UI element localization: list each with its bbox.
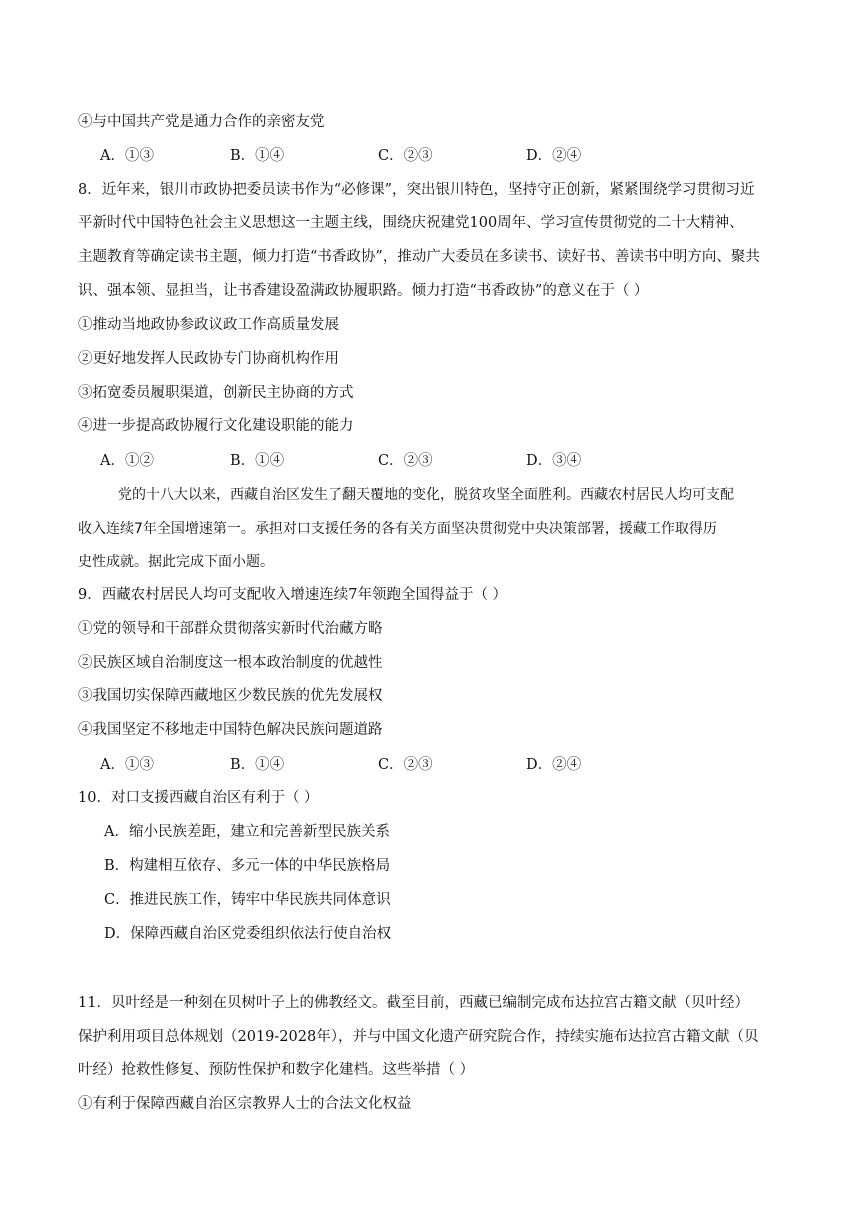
q9-statement-4: ④我国坚定不移地走中国特色解决民族问题道路	[78, 722, 383, 738]
q8-option-b[interactable]: B．①④	[230, 453, 285, 469]
q10-option-c[interactable]: C．推进民族工作，铸牢中华民族共同体意识	[104, 892, 391, 908]
q9-option-d[interactable]: D．②④	[526, 757, 582, 773]
q11-statement-1: ①有利于保障西藏自治区宗教界人士的合法文化权益	[78, 1096, 412, 1112]
q7-option-b[interactable]: B．①④	[230, 148, 285, 164]
passage-line-2: 收入连续7年全国增速第一。承担对口支援任务的各有关方面坚决贯彻党中央决策部署，援藏工作取得历	[78, 521, 717, 537]
q8-option-d[interactable]: D．③④	[526, 453, 582, 469]
q7-option-d[interactable]: D．②④	[526, 148, 582, 164]
q7-option-c[interactable]: C．②③	[378, 148, 433, 164]
passage-line-1: 党的十八大以来，西藏自治区发生了翻天覆地的变化，脱贫攻坚全面胜利。西藏农村居民人均可支配	[118, 487, 734, 503]
q9-stem: 9．西藏农村居民人均可支配收入增速连续7年领跑全国得益于（ ）	[78, 587, 508, 603]
q8-statement-3: ③拓宽委员履职渠道，创新民主协商的方式	[78, 385, 354, 401]
q8-option-a[interactable]: A．①②	[100, 453, 154, 469]
q8-stem-line-3: 主题教育等确定读书主题，倾力打造“书香政协”，推动广大委员在多读书、读好书、善读书中明方向、聚共	[78, 249, 760, 265]
q8-stem-line-2: 平新时代中国特色社会主义思想这一主题主线，围绕庆祝建党100周年、学习宣传贯彻党的二十大精神、	[78, 215, 744, 231]
q9-statement-3: ③我国切实保障西藏地区少数民族的优先发展权	[78, 688, 383, 704]
q10-option-a[interactable]: A．缩小民族差距，建立和完善新型民族关系	[104, 824, 390, 840]
q8-statement-1: ①推动当地政协参政议政工作高质量发展	[78, 317, 339, 333]
q10-option-d[interactable]: D．保障西藏自治区党委组织依法行使自治权	[104, 926, 392, 942]
q9-option-b[interactable]: B．①④	[230, 757, 285, 773]
q11-stem-line-1: 11．贝叶经是一种刻在贝树叶子上的佛教经文。截至目前，西藏已编制完成布达拉宫古籍文献（贝叶经）	[78, 995, 749, 1011]
q8-statement-2: ②更好地发挥人民政协专门协商机构作用	[78, 351, 339, 367]
q8-statement-4: ④进一步提高政协履行文化建设职能的能力	[78, 418, 354, 434]
q11-stem-line-3: 叶经）抢救性修复、预防性保护和数字化建档。这些举措（ ）	[78, 1062, 475, 1078]
q10-option-b[interactable]: B．构建相互依存、多元一体的中华民族格局	[104, 858, 391, 874]
q9-option-a[interactable]: A．①③	[100, 757, 154, 773]
q9-statement-2: ②民族区域自治制度这一根本政治制度的优越性	[78, 655, 383, 671]
q7-statement-4: ④与中国共产党是通力合作的亲密友党	[78, 114, 325, 130]
q8-stem-line-4: 识、强本领、显担当，让书香建设盈满政协履职路。倾力打造“书香政协”的意义在于（ ）	[78, 283, 649, 299]
passage-line-3: 史性成就。据此完成下面小题。	[78, 554, 274, 570]
q7-option-a[interactable]: A．①③	[100, 148, 154, 164]
q8-stem-line-1: 8．近年来，银川市政协把委员读书作为“必修课”，突出银川特色，坚持守正创新，紧紧围绕学习贯彻习近	[78, 182, 755, 198]
q11-stem-line-2: 保护利用项目总体规划（2019-2028年），并与中国文化遗产研究院合作，持续实施布达拉宫古籍文献（贝	[78, 1029, 759, 1045]
q9-statement-1: ①党的领导和干部群众贯彻落实新时代治藏方略	[78, 621, 383, 637]
q8-option-c[interactable]: C．②③	[378, 453, 433, 469]
q9-option-c[interactable]: C．②③	[378, 757, 433, 773]
q10-stem: 10．对口支援西藏自治区有利于（ ）	[78, 790, 319, 806]
